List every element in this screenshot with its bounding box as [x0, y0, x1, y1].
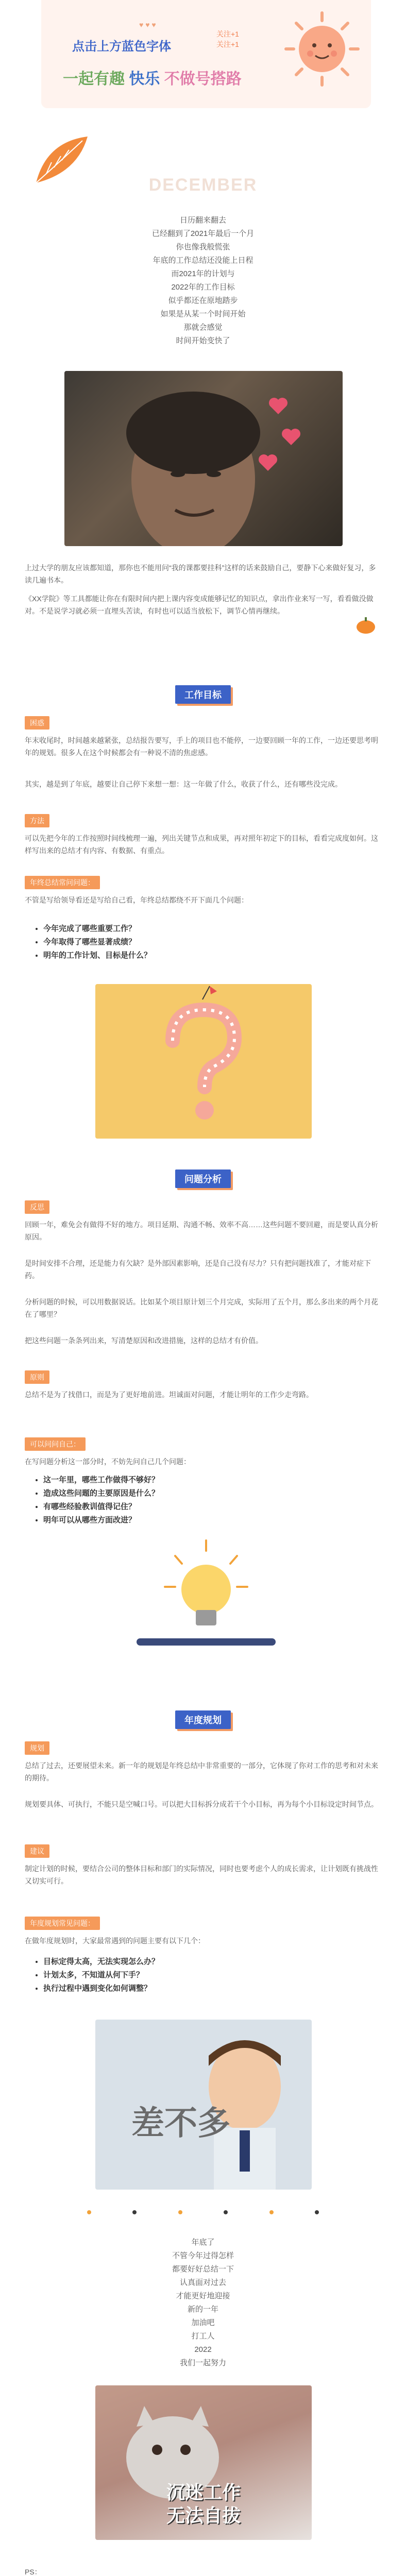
person-illustration: [64, 371, 343, 546]
section3-paragraph: 制定计划的时候，要结合公司的整体目标和部门的实际情况，同时也要考虑个人的成长需求，让计划既有挑战性又切实可行。: [25, 1865, 378, 1885]
list-item: • 明年可以从哪些方面改进？: [43, 1514, 376, 1527]
tag-label: 可以问问自己：: [25, 1437, 86, 1451]
sun-icon: [283, 10, 361, 88]
outro-line: 2022: [194, 2345, 212, 2354]
heart-icon: [258, 453, 278, 472]
section2-paragraph: 总结不是为了找借口，而是为了更好地前进。坦诚面对问题，才能让明年的工作少走弯路。: [25, 1391, 313, 1399]
follow-label-1: 关注+1: [216, 30, 239, 38]
header-hearts: ♥ ♥ ♥: [139, 21, 156, 29]
header-banner[interactable]: [41, 0, 371, 108]
poem-line: 似乎都还在原地踏步: [168, 296, 238, 305]
poem-line: 年底的工作总结还没能上日程: [153, 256, 253, 265]
divider-dots: [0, 2208, 406, 2217]
section-title-goals: [0, 685, 406, 704]
meme-caption-line-2: 无法自拔: [166, 2505, 241, 2526]
follow-label-2: 关注+1: [216, 40, 239, 48]
section3-paragraph: 总结了过去，还要展望未来。新一年的规划是年终总结中非常重要的一部分，它体现了你对工作的思考和对未来的期待。: [25, 1761, 378, 1782]
face-meme: [95, 2020, 312, 2190]
question-list: [36, 1955, 376, 1995]
outro-line: 认真面对过去: [179, 2278, 226, 2287]
list-item: • 明年的工作计划、目标是什么？: [43, 949, 376, 962]
tag-label: 规划: [25, 1741, 49, 1755]
tag-label: 原则: [25, 1370, 49, 1384]
section1-paragraph: 其实，越是到了年底，越要让自己停下来想一想：这一年做了什么，收获了什么，还有哪些没完成。: [25, 780, 342, 788]
section3-paragraph: 规划要具体、可执行，不能只是空喊口号。可以把大目标拆分成若干个小目标，再为每个小目标设定时间节点。: [25, 1800, 378, 1808]
dot: [132, 2210, 137, 2214]
header-slogan: [63, 66, 242, 89]
poem-line: 那就会感觉: [183, 323, 223, 332]
poem-line: 而2021年的计划与: [171, 269, 235, 278]
poem-line: 已经翻到了2021年最后一个月: [151, 229, 255, 238]
heart-icon: [268, 397, 289, 415]
heart-icon: [281, 428, 301, 446]
header-follow: [216, 29, 239, 49]
list-item: • 这一年里，哪些工作做得不够好？: [43, 1473, 376, 1487]
question-mark-icon: [95, 984, 312, 1139]
section2-paragraph: 是时间安排不合理，还是能力有欠缺？是外部因素影响，还是自己没有尽力？只有把问题找准了，才能对症下药。: [25, 1259, 371, 1280]
section-title-plan: [0, 1710, 406, 1729]
lightbulb-illustration: [131, 1535, 281, 1659]
question-list: [36, 922, 376, 962]
header-title: 点击上方蓝色字体: [72, 40, 171, 54]
outro-line: 加油吧: [191, 2318, 215, 2327]
outro-poem: [0, 2236, 406, 2370]
outro-line: 不管今年过得怎样: [172, 2251, 234, 2260]
poem-line: 你也像我般慌张: [176, 243, 230, 251]
list-item: • 有哪些经验教训值得记住？: [43, 1500, 376, 1514]
poem-line: 时间开始变快了: [176, 336, 230, 345]
intro-paragraph-2: 《XX学院》等工具都能让你在有限时间内把上课内容变成能够记忆的知识点，拿出作业来写一写，看看做没做对。不是说学习就必须一直埋头苦读，有时也可以适当放松下，调节心情再继续。: [25, 595, 374, 615]
section1-paragraph: 不管是写给领导看还是写给自己看，年终总结都绕不开下面几个问题：: [25, 896, 248, 904]
outro-line: 才能更好地迎接: [176, 2292, 230, 2300]
closing-ps: PS：: [25, 2568, 42, 2576]
list-item: • 计划太多，不知道从何下手？: [43, 1969, 376, 1982]
outro-line: 打工人: [191, 2332, 215, 2341]
list-item: • 今年取得了哪些显著成绩？: [43, 936, 376, 949]
section-title-text: 问题分析: [175, 1170, 231, 1188]
section2-paragraph: 在写问题分析这一部分时，不妨先问自己几个问题：: [25, 1458, 191, 1466]
question-list: [36, 1473, 376, 1527]
dot: [269, 2210, 274, 2214]
question-mark-illustration: [95, 984, 312, 1139]
list-item: • 目标定得太高，无法实现怎么办？: [43, 1955, 376, 1969]
tag-label: 年度规划常见问题：: [25, 1917, 100, 1930]
lightbulb-icon: [131, 1535, 281, 1659]
tag-label: 方法: [25, 814, 49, 827]
section1-paragraph: 年末收尾时，时间越来越紧张，总结报告要写，手上的项目也不能停，一边要回顾一年的工作，一边还要思考明年的规划。很多人在这个时候都会有一种说不清的焦虑感。: [25, 736, 378, 757]
outro-line: 新的一年: [187, 2305, 218, 2314]
tag-label: 反思: [25, 1200, 49, 1214]
dot: [224, 2210, 228, 2214]
december-poem: [0, 214, 406, 348]
section-title-text: 年度规划: [175, 1710, 231, 1729]
list-item: • 执行过程中遇到变化如何调整？: [43, 1982, 376, 1995]
list-item: • 造成这些问题的主要原因是什么？: [43, 1487, 376, 1500]
dot: [315, 2210, 319, 2214]
outro-line: 年底了: [191, 2238, 215, 2247]
meme-caption: 差不多: [131, 2105, 230, 2142]
slogan-part-b: 快乐: [129, 71, 160, 88]
outro-line: 我们一起努力: [179, 2359, 226, 2367]
dot: [178, 2210, 182, 2214]
section-title-analysis: [0, 1170, 406, 1188]
section-title-text: 工作目标: [175, 685, 231, 704]
section2-paragraph: 把这些问题一条条列出来，写清楚原因和改进措施，这样的总结才有价值。: [25, 1336, 263, 1345]
poem-line: 日历翻来翻去: [179, 216, 226, 225]
december-heading: DECEMBER: [148, 175, 258, 195]
tag-label: 建议: [25, 1844, 49, 1858]
meme-caption-line-1: 沉迷工作: [166, 2482, 241, 2503]
cat-meme: [95, 2385, 312, 2540]
section1-paragraph: 可以先把今年的工作按照时间线梳理一遍，列出关键节点和成果，再对照年初定下的目标，看看完成度如何。这样写出来的总结才有内容、有数据、有重点。: [25, 834, 378, 855]
intro-paragraph-1: 上过大学的朋友应该都知道，那你也不能用问“我的课都要挂科”这样的话来鼓励自己，要静下心来做好复习，多读几遍书本。: [25, 564, 376, 584]
meme-photo: [64, 371, 343, 546]
poem-line: 2022年的工作目标: [171, 283, 235, 292]
section3-paragraph: 在做年度规划时，大家最常遇到的问题主要有以下几个：: [25, 1937, 205, 1945]
outro-line: 都要好好总结一下: [172, 2265, 234, 2274]
slogan-part-a: 一起有趣: [63, 71, 125, 88]
poem-line: 如果是从某一个时间开始: [160, 310, 246, 318]
section2-paragraph: 分析问题的时候，可以用数据说话。比如某个项目原计划三个月完成，实际用了五个月，那么多出来的两个月花在了哪里？: [25, 1298, 378, 1318]
dot: [87, 2210, 91, 2214]
slogan-part-c: 不做号搭路: [164, 71, 242, 88]
tag-label: 年终总结常问问题：: [25, 876, 100, 889]
list-item: • 今年完成了哪些重要工作？: [43, 922, 376, 936]
section2-paragraph: 回顾一年，难免会有做得不好的地方。项目延期、沟通不畅、效率不高……这些问题不要回避，而是要认真分析原因。: [25, 1221, 378, 1241]
pumpkin-icon: [356, 616, 376, 634]
tag-label: 困惑: [25, 716, 49, 730]
